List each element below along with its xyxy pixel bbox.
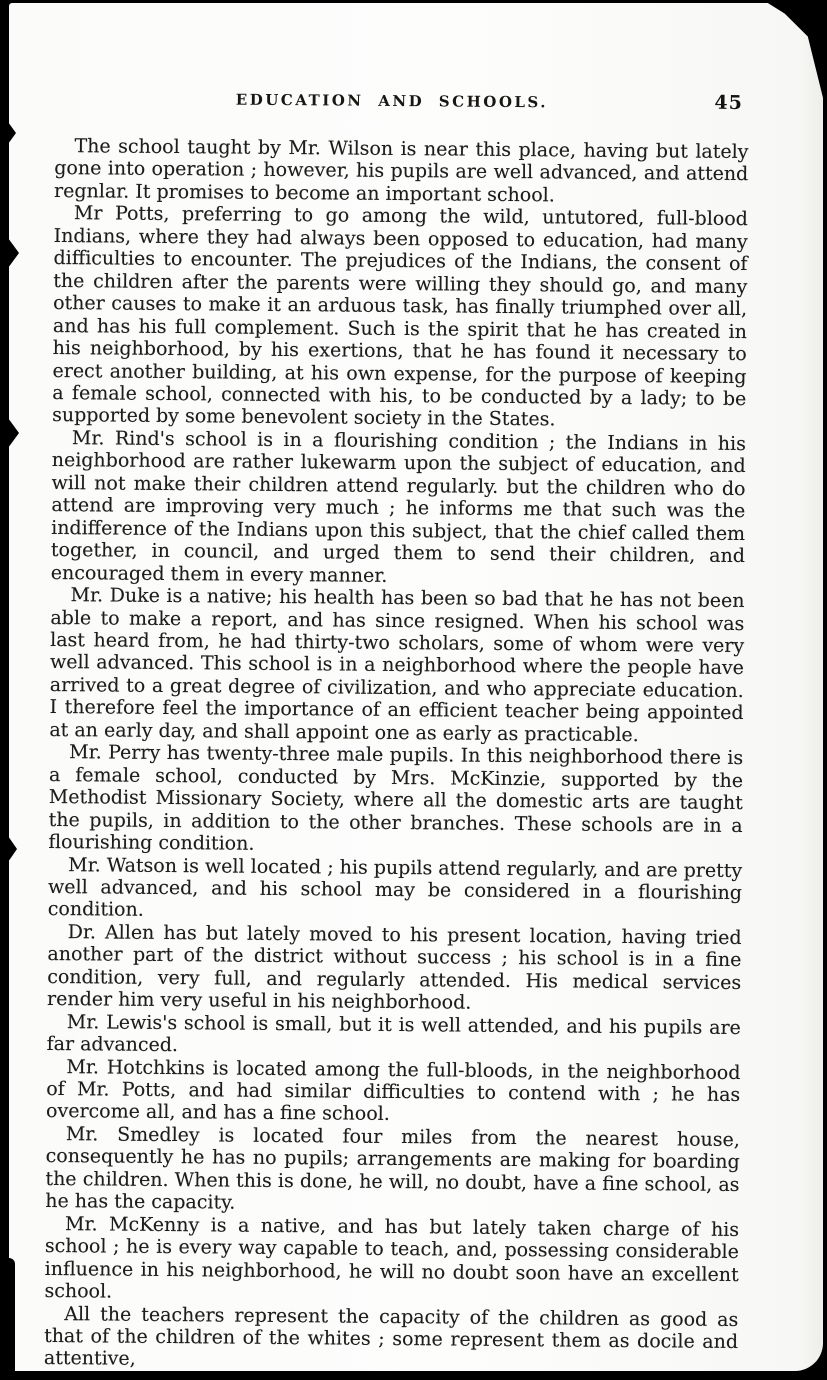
paragraph-allen: Dr. Allen has but lately moved to his present location, having tried another part of the district without success ; his school is in a fine condition, very full, and regularly attended. His medical services render him very useful in his neighborhood.	[46, 921, 742, 1014]
paragraph-watson: Mr. Watson is well located ; his pupils attend regularly, and are pretty well advanced, and his school may be considered in a flourishing condition.	[47, 853, 743, 922]
paragraph-lewis: Mr. Lewis's school is small, but it is well attended, and his pupils are far advanced.	[46, 1010, 741, 1057]
page-title: EDUCATION AND SCHOOLS.	[235, 90, 549, 112]
page-header	[55, 89, 749, 115]
scanned-page	[9, 3, 823, 1371]
paragraph-wilson: The school taught by Mr. Wilson is near this place, having but lately gone into operation ; however, his pupils are well advanced, and attend regnlar. It promises to become an important school.	[54, 135, 749, 207]
scan-edge-left-shadow	[8, 1258, 15, 1380]
page-body	[44, 135, 749, 1376]
paragraph-teachers-summary: All the teachers represent the capacity of the children as good as that of the children of the whites ; some represent them as docile and attentive,	[43, 1302, 739, 1371]
page-text-block	[44, 89, 749, 1376]
paragraph-potts: Mr Potts, preferring to go among the wild, untutored, full-blood Indians, where they had always been opposed to education, had many difficulties to encounter. The prejudices of the Indians, the consent of the children after the parents were willing they should go, and many other causes to make it an arduous task, has finally triumphed over all, and has his full complement. Such is the spirit that he has created in his neighborhood, by his exertions, that he has found it necessary to erect another building, at his own expense, for the purpose of keeping a female school, connected with his, to be conducted by a lady; to be supported by some benevolent society in the States.	[52, 202, 748, 431]
paragraph-duke: Mr. Duke is a native; his health has been so bad that he has not been able to make a report, and has since resigned. When his school was last heard from, he had thirty-two scholars, some of whom were very well advanced. This school is in a neighborhood where the people have arrived to a great degree of civilization, and who appreciate education. I therefore feel the importance of an efficient teacher being appointed at an early day, and shall appoint one as early as practicable.	[49, 584, 745, 746]
paragraph-mckenny: Mr. McKenny is a native, and has but lately taken charge of his school ; he is every way capable to teach, and, possessing considerable influence in his neighborhood, he will no doubt soon have an excellent school.	[44, 1212, 740, 1303]
paragraph-hotchkins: Mr. Hotchkins is located among the full-bloods, in the neighborhood of Mr. Potts, and had similar difficulties to contend with ; he has overcome all, and has a fine school.	[45, 1055, 741, 1126]
page-number: 45	[714, 91, 743, 115]
paragraph-rind: Mr. Rind's school is in a flourishing condition ; the Indians in his neighborhood are rather lukewarm upon the subject of education, and will not make their children attend regularly. but the children who do attend are improving very much ; he informs me that such was the indifference of the Indians upon this subject, that the chief called them together, in council, and urged them to send their children, and encouraged them in every manner.	[50, 427, 747, 587]
paragraph-smedley: Mr. Smedley is located four miles from the nearest house, consequently he has no pupils; arrangements are making for boarding the children. When this is done, he will, no doubt, have a fine school, as he has the capacity.	[45, 1123, 740, 1214]
paragraph-perry: Mr. Perry has twenty-three male pupils. In this neighborhood there is a female school, conducted by Mrs. McKinzie, supported by the Methodist Missionary Society, where all the domestic arts are taught the pupils, in addition to the other branches. These schools are in a flourishing condition.	[48, 741, 744, 855]
